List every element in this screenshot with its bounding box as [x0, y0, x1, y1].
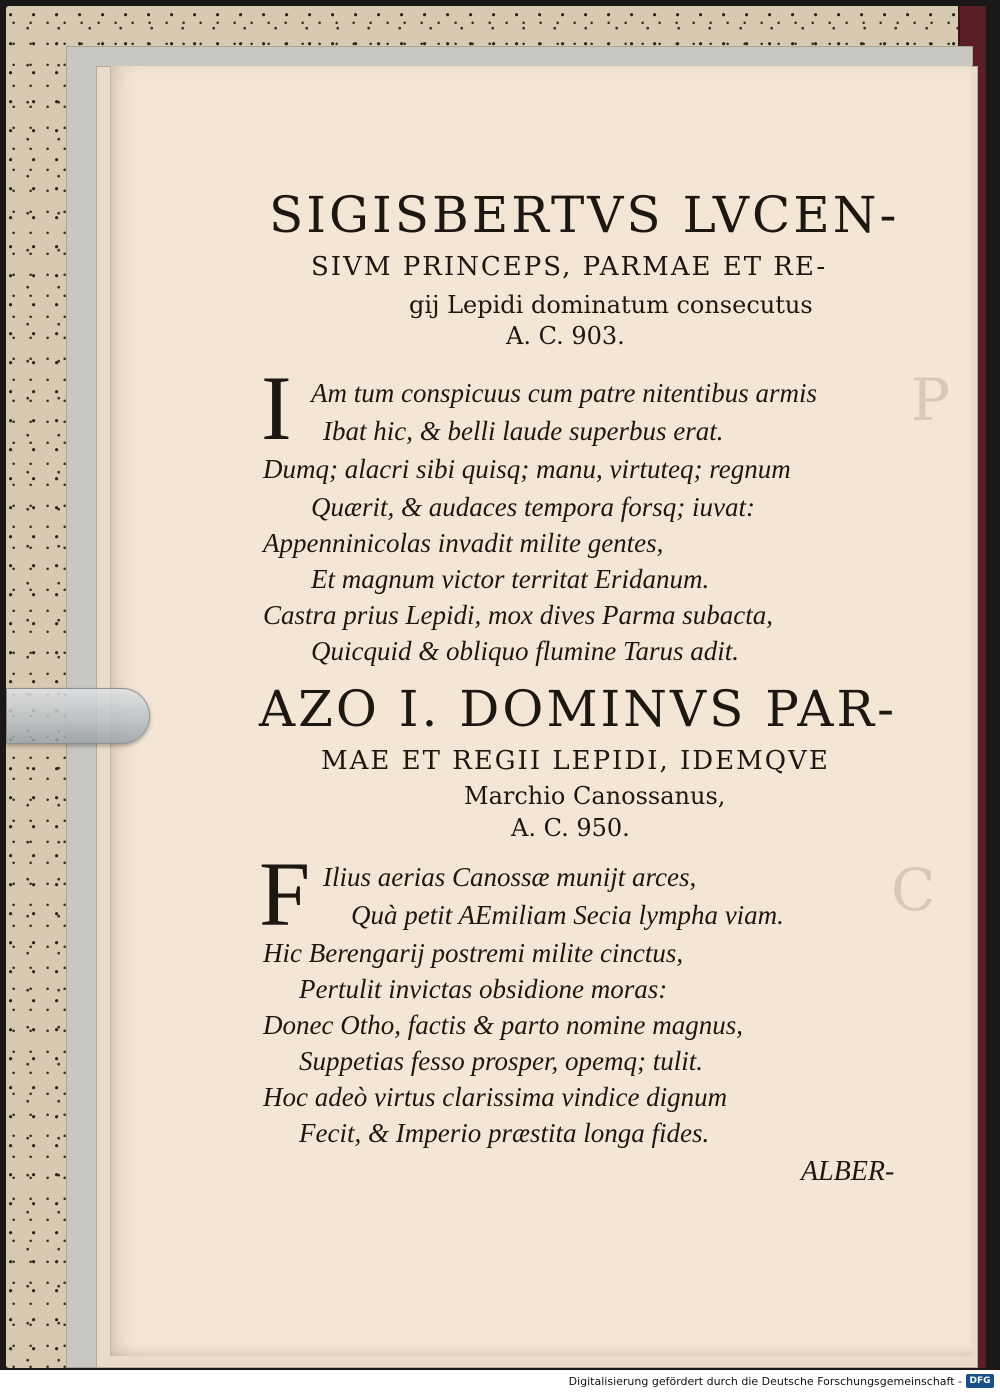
- verse-line: Donec Otho, factis & parto nomine magnus,: [263, 1010, 743, 1040]
- verse-line: Ilius aerias Canossæ munijt arces,: [323, 862, 697, 892]
- section2-title-line3: Marchio Canossanus,: [464, 782, 726, 810]
- verse-line: Quærit, & audaces tempora forsq; iuvat:: [311, 492, 755, 522]
- section2-title-line1: AZO I. DOMINVS PAR-: [259, 680, 898, 738]
- verse-line: Appenninicolas invadit milite gentes,: [263, 528, 664, 558]
- page-clip: [6, 688, 150, 744]
- section1-year: A. C. 903.: [506, 322, 625, 350]
- book-page: [110, 66, 971, 1356]
- catchword: ALBER-: [801, 1156, 895, 1187]
- dfg-logo-icon: DFG: [966, 1374, 994, 1388]
- footer-bar: [0, 1370, 1000, 1395]
- verse-line: Quà petit AEmiliam Secia lympha viam.: [351, 900, 784, 930]
- bleed-through: P: [911, 366, 951, 434]
- verse-line: Et magnum victor territat Eridanum.: [311, 564, 710, 594]
- section2-title-line2: MAE ET REGII LEPIDI, IDEMQVE: [321, 746, 830, 776]
- section1-title-line3: gij Lepidi dominatum consecutus: [409, 291, 813, 319]
- verse-line: Dumq; alacri sibi quisq; manu, virtuteq; regnum: [263, 454, 791, 484]
- section1-title-line1: SIGISBERTVS LVCEN-: [269, 186, 900, 244]
- verse-line: Am tum conspicuus cum patre nitentibus armis: [311, 378, 817, 408]
- verse-line: Pertulit invictas obsidione moras:: [299, 974, 668, 1004]
- verse-line: Quicquid & obliquo flumine Tarus adit.: [311, 636, 740, 666]
- verse-line: Suppetias fesso prosper, opemq; tulit.: [299, 1046, 703, 1076]
- verse-line: Castra prius Lepidi, mox dives Parma subacta,: [263, 600, 773, 630]
- section2-dropcap: F: [259, 843, 311, 945]
- verse-line: Hoc adeò virtus clarissima vindice dignum: [263, 1082, 728, 1112]
- section2-year: A. C. 950.: [511, 814, 630, 842]
- verse-line: Ibat hic, & belli laude superbus erat.: [323, 416, 724, 446]
- funding-credit: Digitalisierung gefördert durch die Deutsche Forschungsgemeinschaft -: [568, 1375, 962, 1388]
- verse-line: Fecit, & Imperio præstita longa fides.: [299, 1118, 710, 1148]
- bleed-through: C: [891, 856, 936, 924]
- section1-dropcap: I: [261, 357, 292, 459]
- verse-line: Hic Berengarij postremi milite cinctus,: [263, 938, 684, 968]
- section1-title-line2: SIVM PRINCEPS, PARMAE ET RE-: [311, 252, 828, 282]
